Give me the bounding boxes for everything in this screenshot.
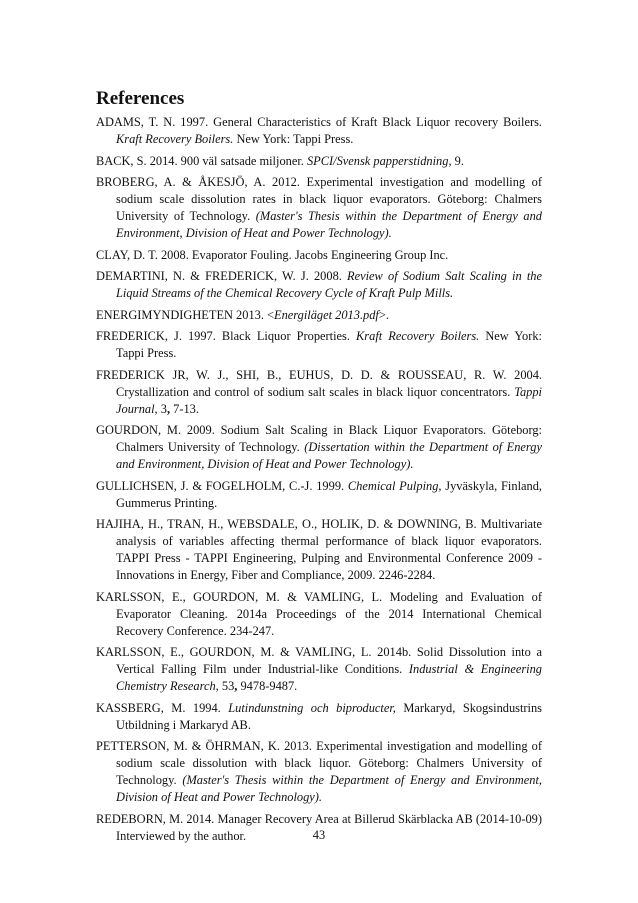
reference-text: , — [166, 401, 171, 416]
reference-text: GULLICHSEN, J. & FOGELHOLM, C.-J. 1999. — [96, 478, 348, 493]
reference-text: BACK, S. 2014. 900 väl satsade miljoner. — [96, 153, 307, 168]
reference-entry — [96, 738, 542, 806]
reference-text: BROBERG, A. & ÅKESJÖ, A. 2012. Experimental investigation and modelling of sodium scale dissolution rates in black liquor evaporators. Göteborg: Chalmers University of Technology. — [96, 175, 542, 223]
reference-text: Lutindunstning och biproducter, — [228, 700, 396, 715]
reference-text: SPCI/Svensk papperstidning — [306, 153, 449, 168]
reference-entry — [96, 153, 542, 170]
reference-text: REDEBORN, M. 2014. Manager Recovery Area at Billerud Skärblacka AB (2014-10-09) Interviewed by the author. — [96, 811, 542, 843]
reference-entry — [96, 114, 542, 148]
reference-entry — [96, 700, 542, 734]
reference-text: New York: Tappi Press. — [116, 329, 542, 360]
reference-entry — [96, 478, 542, 512]
reference-text: 53 — [218, 679, 235, 693]
reference-text: (Master's Thesis within the Department of Energy and Environment, Division of Heat and Power Technology). — [116, 209, 542, 240]
reference-text: (Master's Thesis within the Department of Energy and Environment, Division of Heat and Power Technology). — [116, 773, 542, 804]
reference-text: HAJIHA, H., TRAN, H., WEBSDALE, O., HOLIK, D. & DOWNING, B. Multivariate analysis of variables affecting thermal performance of black liquor evaporators. TAPPI Press - TAPPI Engineering, Pulping and Environmental Conference 2009 - Innovations in Energy, Fiber and Compliance, 2009. 2246-2284. — [96, 517, 542, 582]
reference-text: , — [234, 679, 238, 693]
reference-entry — [96, 268, 542, 302]
reference-text: 3 — [157, 401, 167, 416]
reference-text: Review of Sodium Salt Scaling in the Liquid Streams of the Chemical Recovery Cycle of Kraft Pulp Mills. — [116, 269, 542, 300]
reference-text: Energiläget 2013.pdf — [274, 307, 379, 322]
reference-entry — [96, 422, 542, 473]
reference-text: PETTERSON, M. & ÖHRMAN, K. 2013. Experimental investigation and modelling of sodium scale dissolution with black liquor. Göteborg: Chalmers University of Technology. — [96, 739, 542, 787]
reference-text: 9478-9487. — [237, 679, 298, 693]
reference-text: Kraft Recovery Boilers. — [116, 132, 234, 146]
reference-entry — [96, 644, 542, 695]
page-number: 43 — [312, 828, 326, 842]
reference-text: ADAMS, T. N. 1997. General Characteristics of Kraft Black Liquor recovery Boilers. — [96, 115, 542, 129]
reference-entry — [96, 328, 542, 362]
references-heading: References — [96, 88, 185, 109]
reference-entry — [96, 174, 542, 242]
reference-text: DEMARTINI, N. & FREDERICK, W. J. 2008. — [96, 269, 348, 283]
reference-entry — [96, 516, 542, 584]
reference-text: Chemical Pulping, — [347, 478, 442, 493]
reference-text: New York: Tappi Press. — [233, 132, 354, 146]
reference-text: KARLSSON, E., GOURDON, M. & VAMLING, L. Modeling and Evaluation of Evaporator Cleaning. 2014a Proceedings of the 2014 International Chemical Recovery Conference. 234-247. — [96, 589, 542, 638]
reference-text: Jyväskyla, Finland, Gummerus Printing. — [116, 478, 542, 510]
reference-text: , 9. — [448, 153, 464, 168]
reference-text: FREDERICK JR, W. J., SHI, B., EUHUS, D. D. & ROUSSEAU, R. W. 2004. Crystallization and control of sodium salt scales in black liquor concentrators. — [96, 367, 542, 399]
reference-text: 7-13. — [170, 401, 199, 416]
reference-text: Kraft Recovery Boilers. — [356, 329, 480, 343]
reference-text: Tappi Journal, — [116, 384, 542, 416]
reference-text: CLAY, D. T. 2008. Evaporator Fouling. Jacobs Engineering Group Inc. — [96, 247, 449, 262]
reference-text: KARLSSON, E., GOURDON, M. & VAMLING, L. 2014b. Solid Dissolution into a Vertical Falling Film under Industrial-like Conditions. — [96, 645, 542, 676]
references-page — [96, 88, 542, 849]
reference-text: GOURDON, M. 2009. Sodium Salt Scaling in Black Liquor Evaporators. Göteborg: Chalmers University of Technology. — [96, 423, 542, 454]
reference-entry — [96, 367, 542, 418]
reference-entry — [96, 247, 542, 264]
reference-entry — [96, 589, 542, 640]
reference-entry — [96, 307, 542, 324]
reference-text: FREDERICK, J. 1997. Black Liquor Properties. — [96, 329, 357, 343]
reference-text: (Dissertation within the Department of Energy and Environment, Division of Heat and Power Technology). — [116, 440, 542, 471]
reference-text: Industrial & Engineering Chemistry Research, — [116, 662, 542, 693]
reference-text: Markaryd, Skogsindustrins Utbildning i Markaryd AB. — [116, 700, 543, 732]
reference-text: >. — [378, 307, 389, 322]
reference-text: ENERGIMYNDIGHETEN 2013. < — [96, 307, 275, 322]
reference-text: KASSBERG, M. 1994. — [96, 700, 229, 715]
reference-list — [96, 114, 542, 845]
